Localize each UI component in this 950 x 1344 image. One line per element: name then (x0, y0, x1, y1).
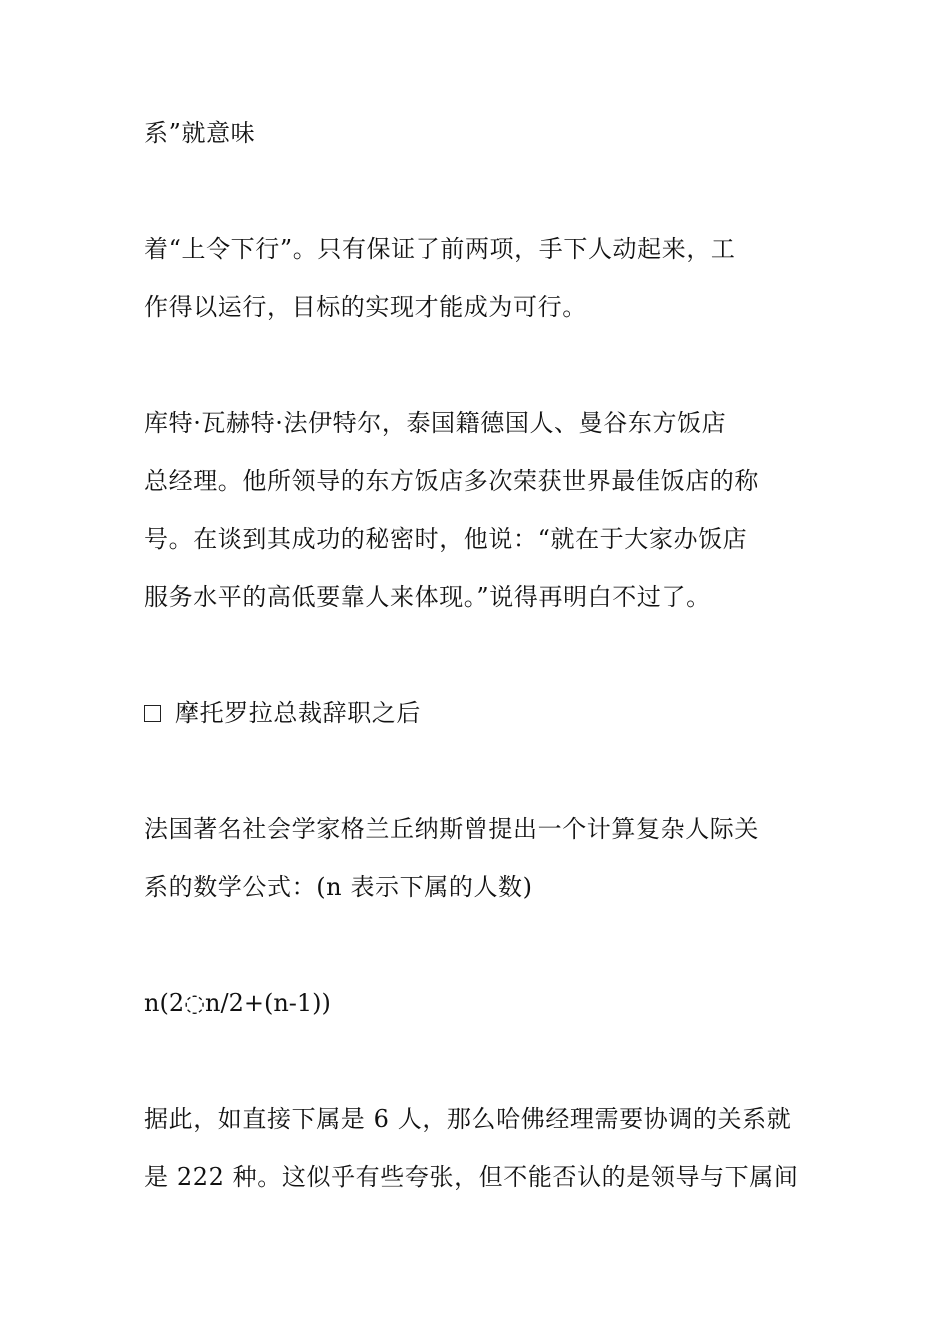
paragraph-3-line-2: 总经理。他所领导的东方饭店多次荣获世界最佳饭店的称 (144, 467, 759, 495)
paragraph-5-line-2: 是 222 种。这似乎有些夸张，但不能否认的是领导与下属间 (144, 1163, 799, 1191)
paragraph-2-line-2: 作得以运行，目标的实现才能成为可行。 (144, 293, 587, 321)
section-heading (144, 698, 814, 729)
formula-text: n(2◌n/2+(n-1)) (144, 989, 331, 1017)
paragraph-3-line-3: 号。在谈到其成功的秘密时，他说：“就在于大家办饭店 (144, 525, 748, 553)
checkbox-icon (144, 705, 161, 722)
paragraph-4-line-2: 系的数学公式：(n 表示下属的人数) (144, 873, 533, 901)
heading-wrap (144, 698, 421, 728)
paragraph-1-line-1: 系”就意味 (144, 119, 256, 147)
heading-text: 摩托罗拉总裁辞职之后 (175, 699, 421, 727)
paragraph-4-line-1: 法国著名社会学家格兰丘纳斯曾提出一个计算复杂人际关 (144, 815, 759, 843)
paragraph-3-line-4: 服务水平的高低要靠人来体现。”说得再明白不过了。 (144, 583, 711, 611)
paragraph-3-line-1: 库特·瓦赫特·法伊特尔，泰国籍德国人、曼谷东方饭店 (144, 409, 727, 437)
paragraph-2-line-1: 着“上令下行”。只有保证了前两项，手下人动起来，工 (144, 235, 736, 263)
paragraph-5-line-1: 据此，如直接下属是 6 人，那么哈佛经理需要协调的关系就 (144, 1105, 792, 1133)
